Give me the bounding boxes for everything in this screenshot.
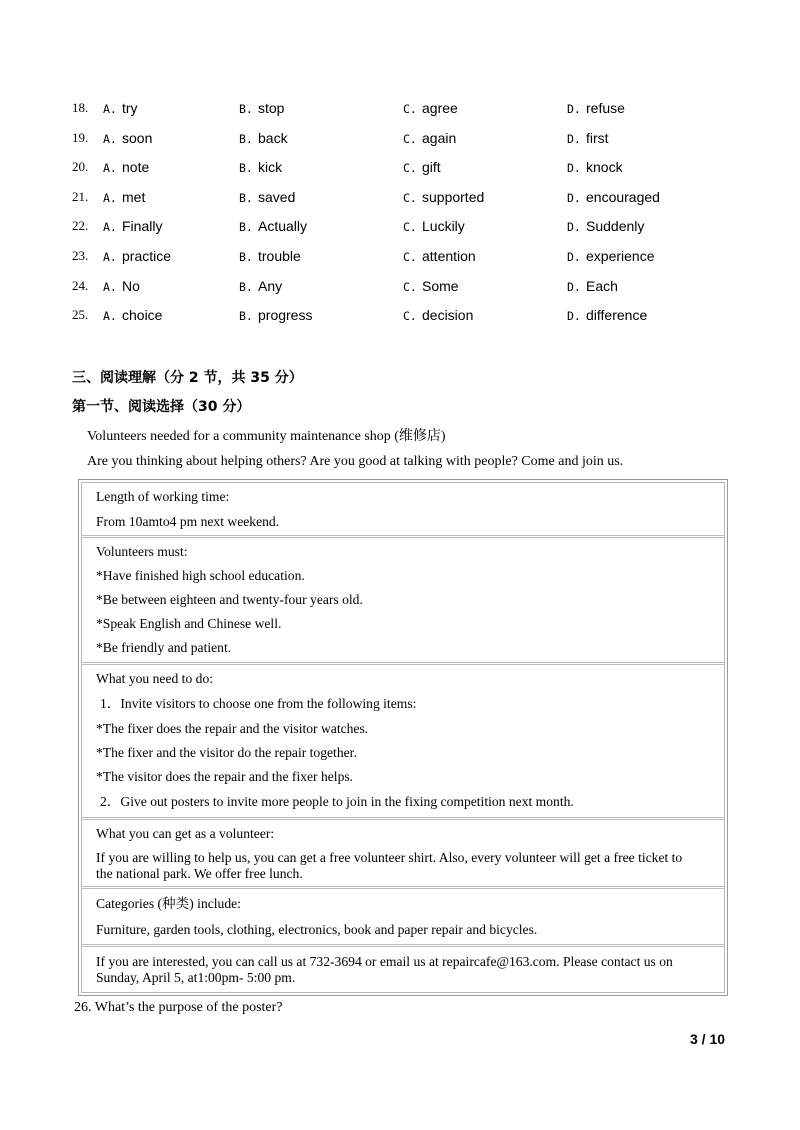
- option-letter: A.: [103, 131, 117, 146]
- option-letter: C.: [403, 131, 417, 146]
- question-row: [72, 218, 732, 238]
- option-letter: C.: [403, 102, 417, 116]
- question-number: 25.: [72, 307, 89, 323]
- option-letter: D.: [567, 279, 581, 294]
- subsection-title: 第一节、阅读选择（30 分）: [72, 399, 251, 415]
- option-word: trouble: [258, 248, 301, 264]
- option-word: Actually: [258, 218, 308, 235]
- question-number: 20.: [72, 159, 89, 175]
- poster-line: If you are interested, you can call us at 732-3694 or email us at repaircafe@163.com. Please contact us on: [96, 954, 673, 969]
- poster-line: From 10amto4 pm next weekend.: [96, 514, 280, 529]
- poster-line: If you are willing to help us, you can get a free volunteer shirt. Also, every volunteer will get a free ticket to: [96, 850, 683, 865]
- option-word: saved: [258, 188, 296, 205]
- poster-inner: [81, 482, 725, 993]
- option-letter: C.: [403, 220, 417, 235]
- option-word: difference: [586, 307, 648, 324]
- option-letter: B.: [239, 102, 253, 116]
- poster-line: Length of working time:: [96, 489, 230, 504]
- option-word: agree: [422, 100, 458, 116]
- option-word: kick: [258, 159, 283, 176]
- question-number: 19.: [72, 129, 89, 145]
- question-26: 26. What’s the purpose of the poster?: [74, 1000, 283, 1015]
- option-word: choice: [122, 307, 163, 324]
- option-word: supported: [422, 188, 485, 205]
- poster-line: What you need to do:: [96, 671, 214, 686]
- option-word: Each: [586, 277, 618, 294]
- option-word: progress: [258, 307, 313, 324]
- option-letter: A.: [103, 220, 117, 235]
- page-number: 3 / 10: [690, 1031, 726, 1047]
- question-number: 24.: [72, 277, 89, 293]
- option-word: No: [122, 277, 140, 294]
- option-letter: D.: [567, 190, 581, 205]
- poster-line: Categories (种类) include:: [96, 896, 241, 911]
- option-letter: C.: [403, 279, 417, 294]
- option-word: practice: [122, 248, 172, 264]
- option-letter: A.: [103, 309, 117, 324]
- option-letter: C.: [403, 161, 417, 176]
- option-word: encouraged: [586, 188, 660, 205]
- option-letter: B.: [239, 131, 253, 146]
- option-word: Finally: [122, 218, 163, 235]
- poster-line: Furniture, garden tools, clothing, electronics, book and paper repair and bicycles.: [96, 922, 538, 937]
- option-letter: B.: [239, 190, 253, 205]
- question-row: [72, 189, 732, 209]
- question-row: [72, 100, 732, 120]
- question-row: [72, 248, 732, 268]
- poster-section-tasks: [82, 665, 724, 820]
- option-word: try: [122, 100, 138, 116]
- option-word: back: [258, 129, 288, 146]
- option-letter: C.: [403, 309, 417, 324]
- option-letter: B.: [239, 220, 253, 235]
- poster-line: 1．Invite visitors to choose one from the following items:: [100, 696, 417, 711]
- option-letter: A.: [103, 190, 117, 205]
- option-letter: B.: [239, 161, 253, 176]
- option-word: met: [122, 188, 146, 205]
- option-word: gift: [422, 159, 441, 176]
- poster-line: *Be friendly and patient.: [96, 640, 232, 655]
- option-word: Luckily: [422, 218, 465, 235]
- intro-line-1: Volunteers needed for a community maintenance shop (维修店): [87, 429, 446, 444]
- question-row: [72, 130, 732, 150]
- poster-line: *The fixer and the visitor do the repair together.: [96, 745, 357, 760]
- option-letter: A.: [103, 250, 117, 264]
- option-word: note: [122, 159, 150, 176]
- poster-section-benefits: [82, 820, 724, 889]
- option-letter: C.: [403, 190, 417, 205]
- option-letter: D.: [567, 131, 581, 146]
- poster-section-categories: [82, 889, 724, 947]
- poster-line: Volunteers must:: [96, 544, 188, 559]
- option-letter: D.: [567, 250, 581, 264]
- option-word: decision: [422, 307, 474, 324]
- option-letter: A.: [103, 102, 117, 116]
- option-word: Any: [258, 277, 283, 294]
- poster-line: *Have finished high school education.: [96, 568, 305, 583]
- question-row: [72, 278, 732, 298]
- option-letter: D.: [567, 220, 581, 235]
- section-title: 三、阅读理解（分 2 节，共 35 分）: [72, 370, 303, 386]
- option-letter: C.: [403, 250, 417, 264]
- question-number: 23.: [72, 248, 89, 263]
- option-letter: B.: [239, 279, 253, 294]
- option-word: attention: [422, 248, 476, 264]
- poster-section-working-time: [82, 483, 724, 538]
- poster-line: the national park. We offer free lunch.: [96, 866, 303, 881]
- poster-line: *The fixer does the repair and the visitor watches.: [96, 721, 369, 736]
- intro-line-2: Are you thinking about helping others? Are you good at talking with people? Come and join us.: [87, 454, 624, 469]
- option-word: first: [586, 129, 609, 146]
- option-letter: A.: [103, 161, 117, 176]
- option-word: stop: [258, 100, 285, 116]
- option-word: knock: [586, 159, 623, 176]
- option-word: Some: [422, 277, 459, 294]
- option-word: refuse: [586, 100, 625, 116]
- option-letter: B.: [239, 250, 253, 264]
- poster-line: *Speak English and Chinese well.: [96, 616, 282, 631]
- poster-line: Sunday, April 5, at1:00pm- 5:00 pm.: [96, 970, 296, 985]
- option-word: again: [422, 129, 457, 146]
- poster-line: 2．Give out posters to invite more people to join in the fixing competition next month.: [100, 794, 574, 809]
- option-word: experience: [586, 248, 655, 264]
- poster-section-requirements: [82, 538, 724, 665]
- poster-section-contact: [82, 947, 724, 993]
- question-number: 18.: [72, 100, 89, 115]
- question-number: 22.: [72, 218, 89, 234]
- poster-line: *The visitor does the repair and the fixer helps.: [96, 769, 354, 784]
- option-word: soon: [122, 129, 153, 146]
- option-letter: D.: [567, 309, 581, 324]
- option-word: Suddenly: [586, 218, 645, 235]
- poster-box: [78, 479, 728, 996]
- option-letter: A.: [103, 279, 117, 294]
- option-letter: D.: [567, 102, 581, 116]
- option-letter: B.: [239, 309, 253, 324]
- poster-line: *Be between eighteen and twenty-four years old.: [96, 592, 363, 607]
- question-row: [72, 307, 732, 327]
- poster-line: What you can get as a volunteer:: [96, 826, 275, 841]
- option-letter: D.: [567, 161, 581, 176]
- question-row: [72, 159, 732, 179]
- question-number: 21.: [72, 188, 89, 204]
